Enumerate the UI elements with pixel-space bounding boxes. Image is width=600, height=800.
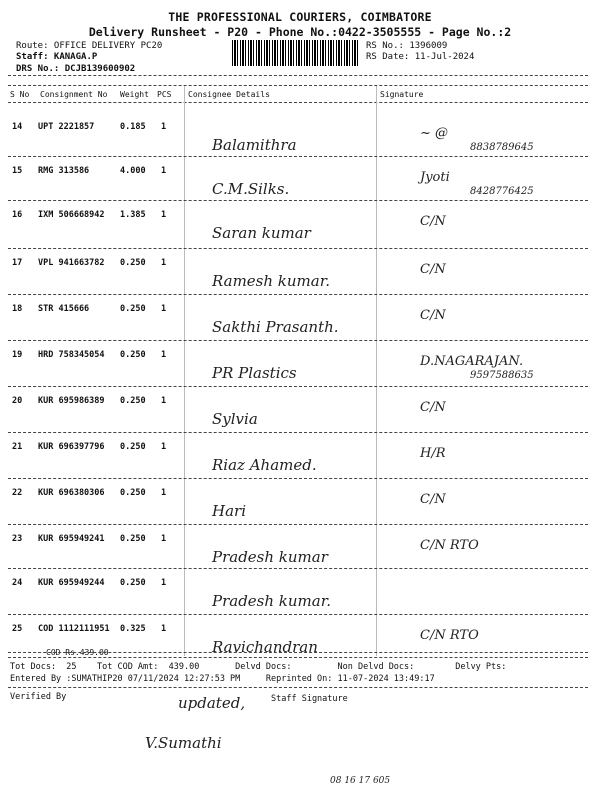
- row-consignment: STR 415666: [38, 304, 90, 314]
- row-pcs: 1: [161, 350, 167, 360]
- row-consignee-name: Pradesh kumar: [212, 548, 328, 566]
- entered-by-line: Entered By :SUMATHIP20 07/11/2024 12:27:53 PM Reprinted On: 11-07-2024 13:49:17: [10, 674, 435, 684]
- row-signature: C/N RTO: [420, 628, 479, 643]
- row-sno: 21: [12, 442, 23, 452]
- row-signature: C/N: [420, 214, 446, 229]
- row-consignment: KUR 695949244: [38, 578, 105, 588]
- row-consignment: KUR 695949241: [38, 534, 105, 544]
- row-sno: 25: [12, 624, 23, 634]
- row-consignee-name: Ramesh kumar.: [212, 272, 331, 290]
- updated-handwritten: updated,: [178, 694, 246, 712]
- row-weight: 0.185: [120, 122, 146, 132]
- row-consignee-name: Ravichandran: [212, 638, 318, 656]
- col-weight: Weight: [120, 90, 149, 99]
- row-weight: 0.250: [120, 304, 146, 314]
- row-consignment: RMG 313586: [38, 166, 90, 176]
- row-phone-note: 8428776425: [470, 186, 534, 197]
- row-consignment: KUR 695986389: [38, 396, 105, 406]
- drs-number: DRS No.: DCJB139600902: [16, 64, 136, 74]
- row-consignee-name: Hari: [212, 502, 246, 520]
- row-signature: C/N: [420, 262, 446, 277]
- staff-label: Staff: KANAGA.P: [16, 52, 98, 62]
- row-phone-note: 8838789645: [470, 142, 534, 153]
- col-pcs: PCS: [157, 90, 172, 99]
- row-consignment: KUR 696380306: [38, 488, 105, 498]
- row-weight: 1.385: [120, 210, 146, 220]
- rs-number: RS No.: 1396009: [366, 41, 448, 51]
- row-weight: 0.250: [120, 258, 146, 268]
- row-consignee-name: PR Plastics: [212, 364, 297, 382]
- row-pcs: 1: [161, 396, 167, 406]
- row-consignee-name: Sylvia: [212, 410, 258, 428]
- row-signature: C/N: [420, 400, 446, 415]
- col-sno: S No: [10, 90, 30, 99]
- row-consignment: HRD 758345054: [38, 350, 105, 360]
- row-consignment: UPT 2221857: [38, 122, 95, 132]
- row-consignee-name: Sakthi Prasanth.: [212, 318, 339, 336]
- staff-signature-label: Staff Signature: [271, 694, 348, 704]
- row-pcs: 1: [161, 534, 167, 544]
- row-separator: [8, 386, 588, 387]
- row-consignee-name: Pradesh kumar.: [212, 592, 332, 610]
- row-weight: 4.000: [120, 166, 146, 176]
- row-separator: [8, 248, 588, 249]
- row-pcs: 1: [161, 488, 167, 498]
- barcode-image: [232, 40, 358, 66]
- row-separator: [8, 156, 588, 157]
- row-weight: 0.325: [120, 624, 146, 634]
- row-pcs: 1: [161, 442, 167, 452]
- row-cod-amount: COD Rs.439.00: [46, 648, 109, 657]
- row-consignee-name: Balamithra: [212, 136, 297, 154]
- col-consignee: Consignee Details: [188, 90, 270, 99]
- row-separator: [8, 652, 588, 653]
- row-pcs: 1: [161, 578, 167, 588]
- row-pcs: 1: [161, 258, 167, 268]
- verifier-signature: V.Sumathi: [145, 734, 222, 752]
- row-sno: 23: [12, 534, 23, 544]
- row-consignment: IXM 506668942: [38, 210, 105, 220]
- company-title: THE PROFESSIONAL COURIERS, COIMBATORE: [168, 10, 432, 24]
- row-separator: [8, 340, 588, 341]
- row-weight: 0.250: [120, 488, 146, 498]
- row-signature: C/N: [420, 308, 446, 323]
- row-pcs: 1: [161, 624, 167, 634]
- row-signature: Jyoti: [420, 170, 450, 185]
- row-separator: [8, 524, 588, 525]
- row-weight: 0.250: [120, 534, 146, 544]
- row-consignment: COD 1112111951: [38, 624, 110, 634]
- row-sno: 18: [12, 304, 23, 314]
- route-label: Route: OFFICE DELIVERY PC20: [16, 41, 163, 51]
- row-separator: [8, 432, 588, 433]
- totals-line: Tot Docs: 25 Tot COD Amt: 439.00 Delvd Docs: Non Delvd Docs: Delvy Pts:: [10, 662, 507, 672]
- rs-date: RS Date: 11-Jul-2024: [366, 52, 475, 62]
- row-separator: [8, 614, 588, 615]
- row-consignment: KUR 696397796: [38, 442, 105, 452]
- col-consignment: Consignment No: [40, 90, 108, 99]
- row-pcs: 1: [161, 304, 167, 314]
- row-sno: 14: [12, 122, 23, 132]
- row-pcs: 1: [161, 166, 167, 176]
- row-sno: 24: [12, 578, 23, 588]
- row-signature: C/N RTO: [420, 538, 479, 553]
- row-separator: [8, 294, 588, 295]
- row-separator: [8, 568, 588, 569]
- row-sno: 15: [12, 166, 23, 176]
- row-sno: 16: [12, 210, 23, 220]
- col-signature: Signature: [380, 90, 424, 99]
- row-consignee-name: C.M.Silks.: [212, 180, 290, 198]
- row-signature: C/N: [420, 492, 446, 507]
- row-sno: 17: [12, 258, 23, 268]
- row-signature: D.NAGARAJAN.: [420, 354, 524, 369]
- row-weight: 0.250: [120, 350, 146, 360]
- row-weight: 0.250: [120, 578, 146, 588]
- row-separator: [8, 478, 588, 479]
- row-consignee-name: Saran kumar: [212, 224, 311, 242]
- row-separator: [8, 200, 588, 201]
- row-signature: H/R: [420, 446, 446, 461]
- row-sno: 22: [12, 488, 23, 498]
- row-pcs: 1: [161, 122, 167, 132]
- row-weight: 0.250: [120, 396, 146, 406]
- row-consignee-name: Riaz Ahamed.: [212, 456, 317, 474]
- row-phone-note: 9597588635: [470, 370, 534, 381]
- verified-by-label: Verified By: [10, 692, 67, 702]
- row-pcs: 1: [161, 210, 167, 220]
- runsheet-subtitle: Delivery Runsheet - P20 - Phone No.:0422-3505555 - Page No.:2: [88, 25, 512, 39]
- bottom-handwritten-note: 08 16 17 605: [330, 776, 391, 786]
- row-weight: 0.250: [120, 442, 146, 452]
- row-signature: ~ @: [420, 126, 449, 141]
- row-sno: 20: [12, 396, 23, 406]
- row-consignment: VPL 941663782: [38, 258, 105, 268]
- row-sno: 19: [12, 350, 23, 360]
